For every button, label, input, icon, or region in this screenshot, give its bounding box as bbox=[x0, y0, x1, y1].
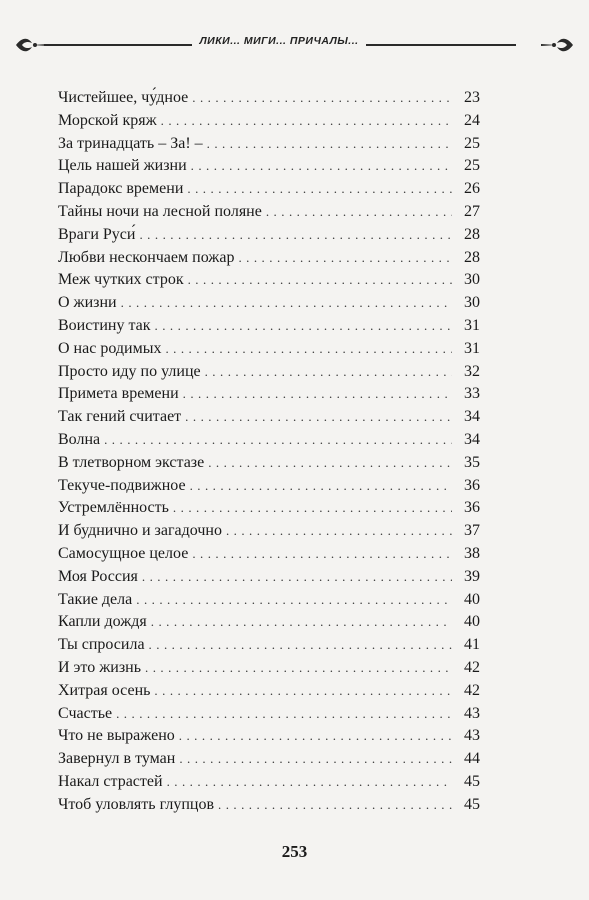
toc-entry-title: Счастье bbox=[58, 704, 113, 722]
toc-entry-title: Чистейшее, чу́дное bbox=[58, 89, 189, 106]
toc-entry-title: Цель нашей жизни bbox=[58, 157, 187, 175]
toc-leader-dots bbox=[187, 178, 452, 201]
toc-entry bbox=[58, 475, 480, 498]
toc-entry bbox=[58, 155, 480, 178]
toc-entry-page: 30 bbox=[464, 294, 480, 312]
toc-leader-dots bbox=[154, 680, 452, 703]
toc-entry-page: 33 bbox=[464, 385, 480, 403]
toc-entry-title: Такие дела bbox=[58, 590, 133, 608]
toc-entry bbox=[58, 361, 480, 384]
toc-entry-page: 42 bbox=[464, 658, 480, 676]
page-number: 253 bbox=[281, 842, 308, 861]
toc-entry-page: 24 bbox=[464, 111, 480, 129]
toc-leader-dots bbox=[151, 611, 452, 634]
toc-entry bbox=[58, 292, 480, 315]
toc-leader-dots bbox=[183, 383, 452, 406]
toc-entry-title: Парадокс времени bbox=[58, 180, 184, 198]
fleur-ornament-right-icon bbox=[541, 33, 575, 57]
toc-entry-title: Капли дождя bbox=[58, 613, 147, 631]
toc-leader-dots bbox=[192, 87, 452, 110]
toc-entry bbox=[58, 383, 480, 406]
toc-leader-dots bbox=[173, 497, 452, 520]
toc-entry bbox=[58, 497, 480, 520]
toc-entry-title: Морской кряж bbox=[58, 111, 157, 129]
toc-entry-page: 41 bbox=[464, 636, 480, 654]
toc-entry-page: 25 bbox=[464, 134, 480, 152]
toc-leader-dots bbox=[161, 110, 452, 133]
toc-entry-page: 27 bbox=[464, 202, 480, 220]
toc-entry bbox=[58, 201, 480, 224]
toc-leader-dots bbox=[179, 725, 452, 748]
toc-entry-title: Устремлённость bbox=[58, 499, 169, 517]
toc-leader-dots bbox=[190, 475, 452, 498]
toc-entry bbox=[58, 748, 480, 771]
toc-leader-dots bbox=[226, 520, 452, 543]
toc-entry-title: Завернул в туман bbox=[58, 750, 176, 768]
toc-entry-page: 37 bbox=[464, 522, 480, 540]
toc-entry-page: 43 bbox=[464, 727, 480, 745]
toc-leader-dots bbox=[188, 269, 452, 292]
toc-entry bbox=[58, 87, 480, 110]
toc-entry-title: Накал страстей bbox=[58, 772, 163, 790]
toc-entry bbox=[58, 543, 480, 566]
toc-entry-title: Волна bbox=[58, 430, 101, 448]
toc-entry bbox=[58, 178, 480, 201]
toc-entry-title: За тринадцать – За! – bbox=[58, 134, 203, 152]
toc-entry bbox=[58, 315, 480, 338]
toc-entry-title: Враги Руси́ bbox=[58, 225, 136, 243]
toc-leader-dots bbox=[155, 315, 452, 338]
toc-entry bbox=[58, 725, 480, 748]
toc-entry-page: 45 bbox=[464, 772, 480, 790]
toc-entry-page: 44 bbox=[464, 750, 480, 768]
toc-entry-title: Самосущное целое bbox=[58, 544, 189, 562]
toc-entry bbox=[58, 110, 480, 133]
toc-leader-dots bbox=[136, 589, 452, 612]
toc-leader-dots bbox=[165, 338, 452, 361]
toc-entry-title: Тайны ночи на лесной поляне bbox=[58, 202, 262, 220]
toc-entry-page: 25 bbox=[464, 157, 480, 175]
toc-entry bbox=[58, 520, 480, 543]
toc-leader-dots bbox=[207, 133, 452, 156]
toc-leader-dots bbox=[116, 703, 452, 726]
toc-leader-dots bbox=[145, 657, 452, 680]
toc-entry-title: Ты спросила bbox=[58, 636, 145, 654]
toc-entry-title: Текуче-подвижное bbox=[58, 476, 186, 494]
toc-entry-title: В тлетворном экстазе bbox=[58, 453, 205, 471]
toc-leader-dots bbox=[208, 452, 452, 475]
toc-entry bbox=[58, 794, 480, 817]
toc-leader-dots bbox=[185, 406, 452, 429]
header-rule-left bbox=[44, 44, 192, 46]
toc-entry bbox=[58, 269, 480, 292]
toc-entry-page: 36 bbox=[464, 476, 480, 494]
toc-entry-page: 40 bbox=[464, 613, 480, 631]
toc-leader-dots bbox=[191, 155, 452, 178]
toc-entry bbox=[58, 611, 480, 634]
toc-entry-title: Так гений считает bbox=[58, 408, 182, 426]
toc-entry-page: 42 bbox=[464, 681, 480, 699]
toc-entry bbox=[58, 224, 480, 247]
toc-entry-page: 30 bbox=[464, 271, 480, 289]
toc-entry bbox=[58, 429, 480, 452]
toc-entry-title: О жизни bbox=[58, 294, 117, 312]
toc-entry bbox=[58, 703, 480, 726]
toc-entry-title: И буднично и загадочно bbox=[58, 522, 222, 540]
toc-entry bbox=[58, 133, 480, 156]
toc-entry-title: Чтоб уловлять глупцов bbox=[58, 795, 214, 813]
toc-entry bbox=[58, 406, 480, 429]
toc-entry-page: 43 bbox=[464, 704, 480, 722]
toc-entry-page: 28 bbox=[464, 248, 480, 266]
fleur-ornament-left-icon bbox=[14, 33, 48, 57]
toc-entry-title: И это жизнь bbox=[58, 658, 141, 676]
toc-leader-dots bbox=[238, 247, 452, 270]
table-of-contents bbox=[58, 87, 480, 817]
toc-entry-title: Что не выражено bbox=[58, 727, 175, 745]
toc-leader-dots bbox=[142, 566, 452, 589]
toc-leader-dots bbox=[179, 748, 452, 771]
toc-entry-title: Моя Россия bbox=[58, 567, 138, 585]
toc-entry-title: Просто иду по улице bbox=[58, 362, 201, 380]
toc-entry bbox=[58, 338, 480, 361]
toc-entry bbox=[58, 771, 480, 794]
toc-leader-dots bbox=[139, 224, 452, 247]
toc-entry-page: 35 bbox=[464, 453, 480, 471]
toc-leader-dots bbox=[192, 543, 452, 566]
toc-leader-dots bbox=[104, 429, 452, 452]
toc-entry-page: 32 bbox=[464, 362, 480, 380]
toc-entry bbox=[58, 452, 480, 475]
toc-entry-title: О нас родимых bbox=[58, 339, 162, 357]
toc-entry-page: 40 bbox=[464, 590, 480, 608]
toc-entry-page: 31 bbox=[464, 316, 480, 334]
running-header bbox=[14, 33, 575, 57]
running-header-title: ЛИКИ... МИГИ... ПРИЧАЛЫ... bbox=[199, 35, 359, 47]
toc-entry bbox=[58, 247, 480, 270]
toc-entry-page: 34 bbox=[464, 408, 480, 426]
toc-entry-title: Примета времени bbox=[58, 385, 179, 403]
toc-leader-dots bbox=[149, 634, 452, 657]
toc-entry-page: 39 bbox=[464, 567, 480, 585]
toc-entry-title: Воистину так bbox=[58, 316, 151, 334]
toc-entry bbox=[58, 680, 480, 703]
toc-leader-dots bbox=[266, 201, 452, 224]
toc-leader-dots bbox=[205, 361, 452, 384]
header-rule-right bbox=[366, 44, 516, 46]
toc-entry-title: Любви нескончаем пожар bbox=[58, 248, 235, 266]
toc-entry bbox=[58, 566, 480, 589]
toc-entry-page: 23 bbox=[464, 89, 480, 106]
toc-entry-page: 45 bbox=[464, 795, 480, 813]
toc-entry-page: 38 bbox=[464, 544, 480, 562]
toc-entry-page: 34 bbox=[464, 430, 480, 448]
toc-entry bbox=[58, 657, 480, 680]
toc-entry-title: Хитрая осень bbox=[58, 681, 151, 699]
toc-entry-title: Меж чутких строк bbox=[58, 271, 184, 289]
toc-entry-page: 36 bbox=[464, 499, 480, 517]
toc-leader-dots bbox=[167, 771, 452, 794]
toc-entry-page: 28 bbox=[464, 225, 480, 243]
toc-entry-page: 31 bbox=[464, 339, 480, 357]
toc-leader-dots bbox=[121, 292, 452, 315]
toc-entry-page: 26 bbox=[464, 180, 480, 198]
toc-entry bbox=[58, 589, 480, 612]
toc-entry bbox=[58, 634, 480, 657]
toc-leader-dots bbox=[218, 794, 452, 817]
